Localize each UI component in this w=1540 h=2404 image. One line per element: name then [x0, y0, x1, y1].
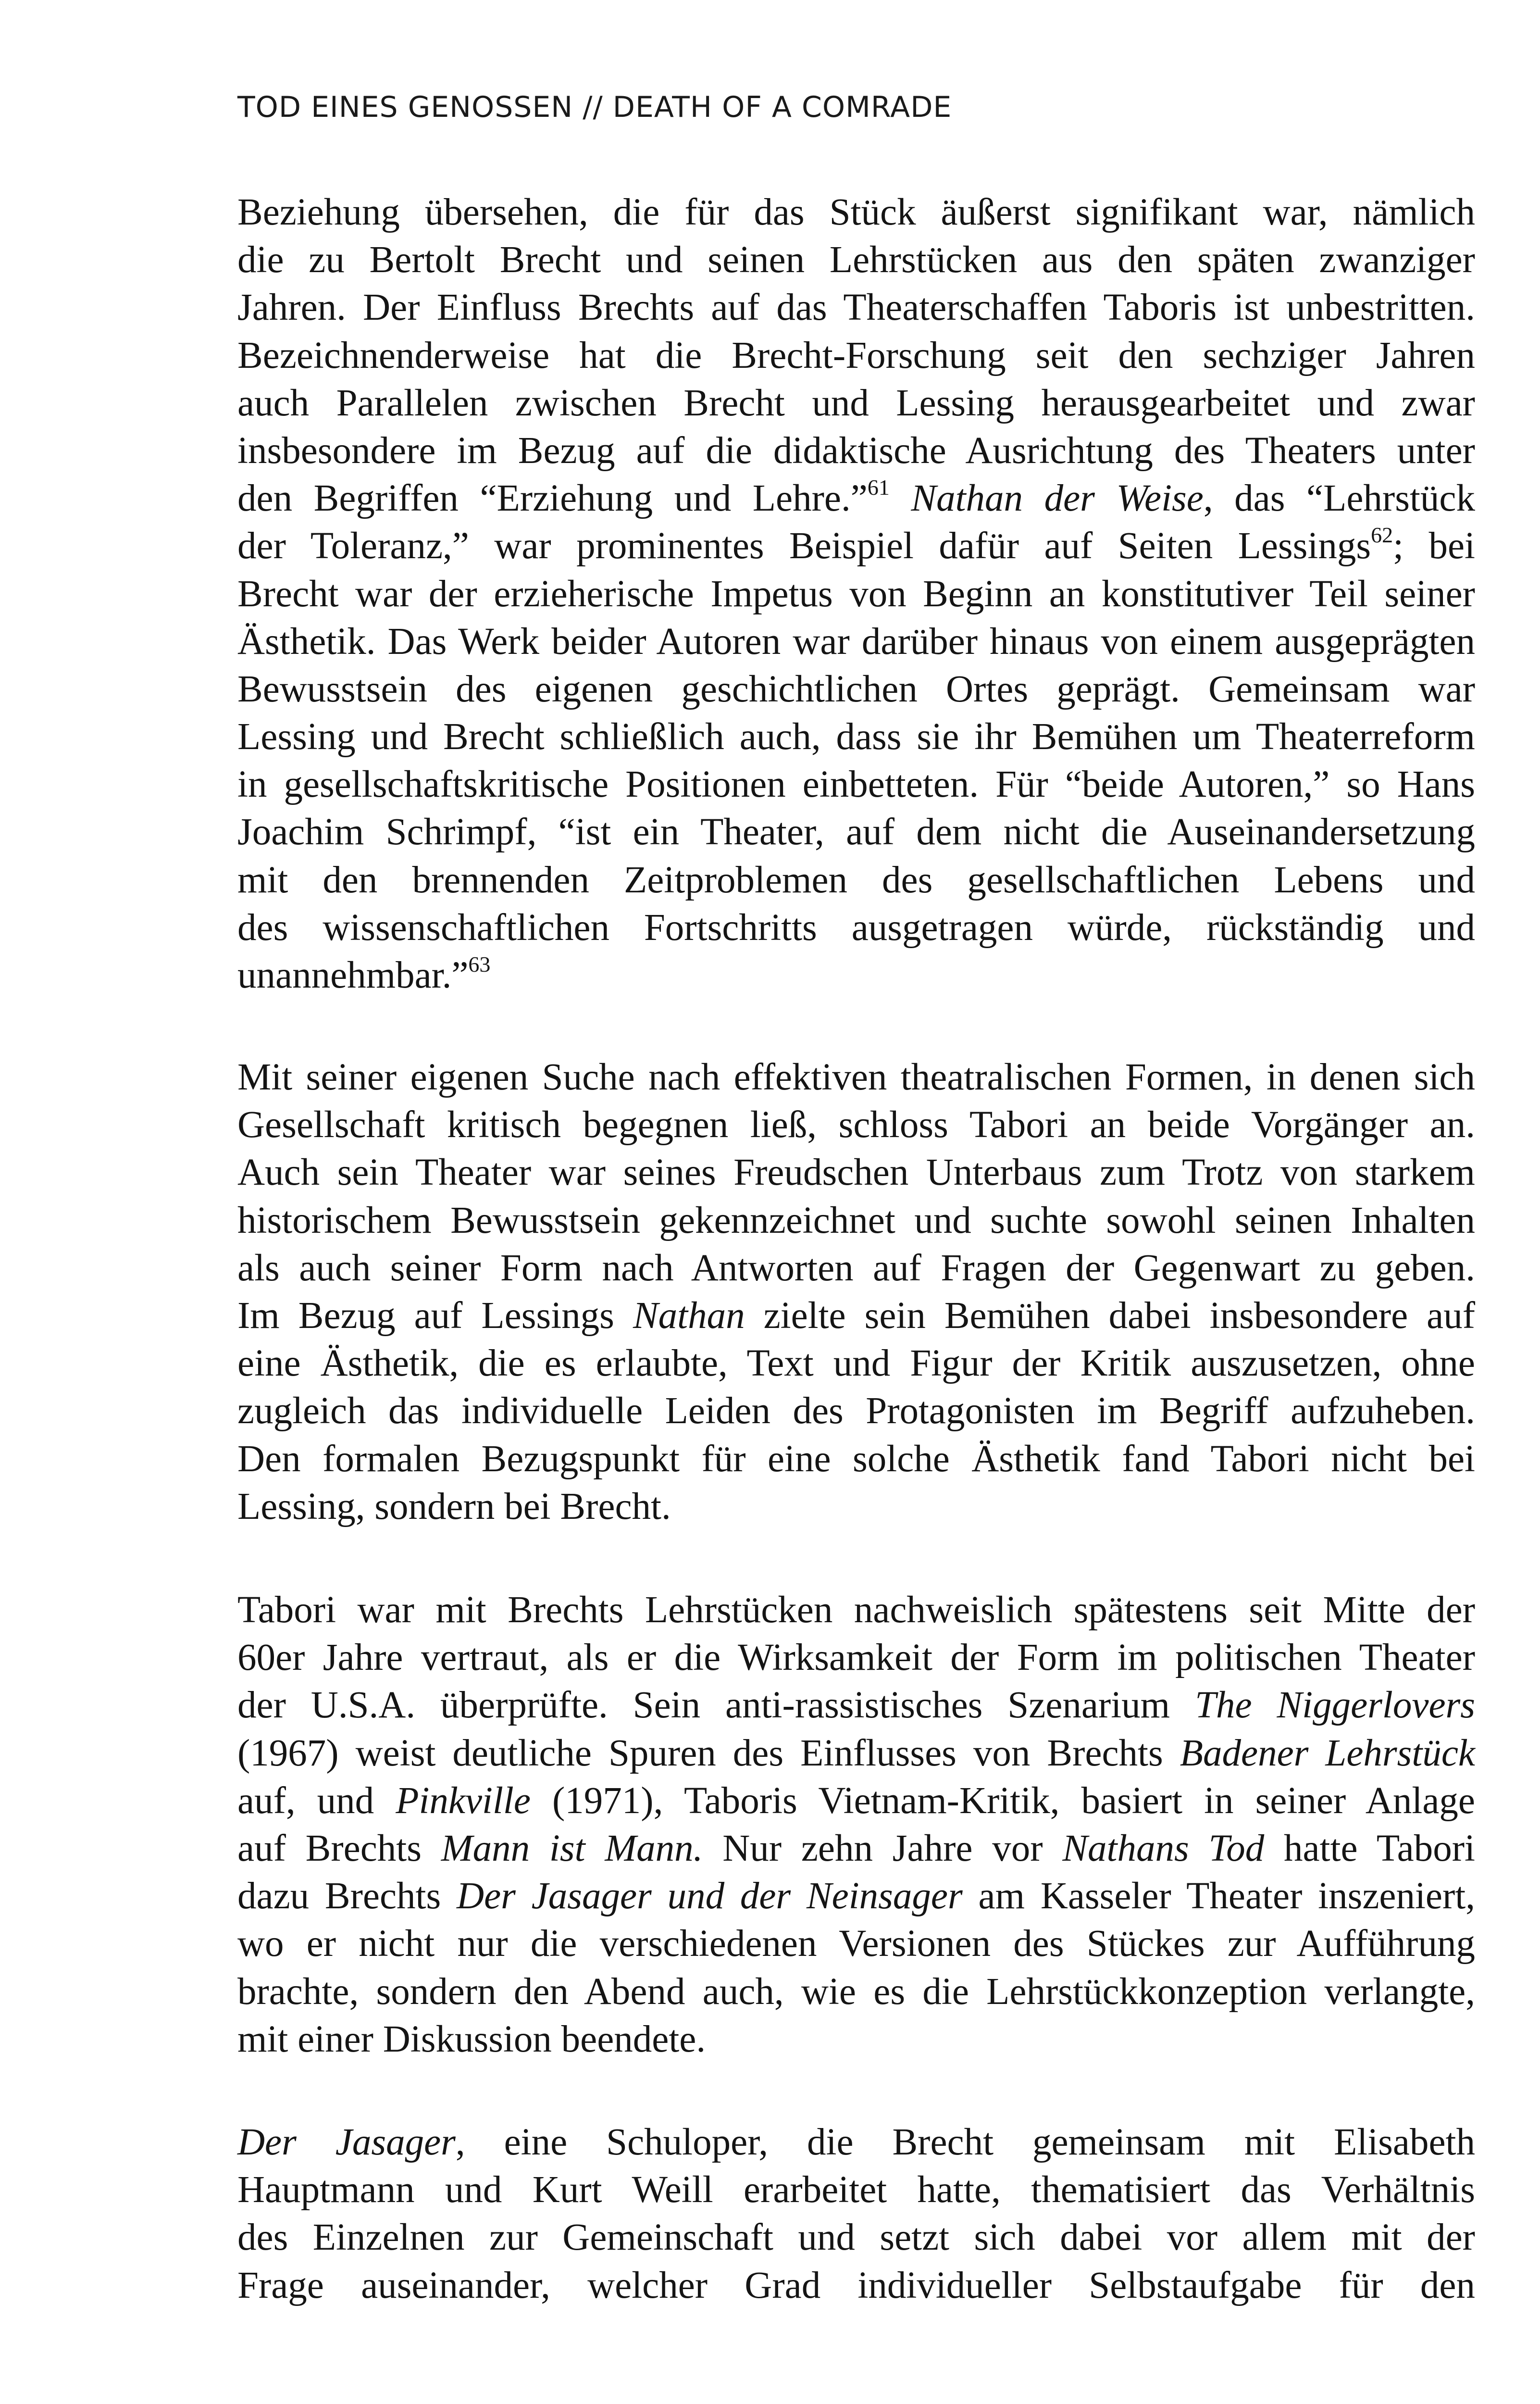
text-line: mit einer Diskussion beendete.	[237, 2018, 706, 2060]
text-line	[237, 952, 1475, 999]
running-head: TOD EINES GENOSSEN // DEATH OF A COMRADE	[237, 90, 952, 124]
text-line: Beziehung übersehen, die für das Stück äußerst signifikant war, nämlich	[237, 191, 1475, 233]
text-line	[237, 1825, 1475, 1872]
text-segment: dazu Brechts	[237, 1875, 457, 1917]
text-line: in gesellschaftskritische Positionen einbetteten. Für “beide Autoren,” so Hans	[237, 764, 1475, 806]
text-line: Hauptmann und Kurt Weill erarbeitet hatte, thematisiert das Verhältnis	[237, 2169, 1475, 2211]
title-nathan-der-weise: Nathan der Weise	[911, 477, 1204, 520]
paragraph-1	[237, 188, 1475, 999]
text-line: insbesondere im Bezug auf die didaktische Ausrichtung des Theaters unter	[237, 429, 1475, 472]
text-segment: der Toleranz,” war prominentes Beispiel dafür auf Seiten Lessings	[237, 525, 1371, 567]
text-line: Bewusstsein des eigenen geschichtlichen Ortes geprägt. Gemeinsam war	[237, 668, 1475, 710]
text-line: mit den brennenden Zeitproblemen des gesellschaftlichen Lebens und	[237, 859, 1475, 901]
text-line: Auch sein Theater war seines Freudschen Unterbaus zum Trotz von starkem	[237, 1152, 1475, 1194]
text-line: des wissenschaftlichen Fortschritts ausgetragen würde, rückständig und	[237, 906, 1475, 949]
text-line: brachte, sondern den Abend auch, wie es die Lehrstückkonzeption verlangte,	[237, 1970, 1475, 2013]
text-line: Lessing und Brecht schließlich auch, dass sie ihr Bemühen um Theaterreform	[237, 716, 1475, 758]
text-line	[237, 1681, 1475, 1729]
title-pinkville: Pinkville	[396, 1779, 531, 1822]
text-line: Mit seiner eigenen Suche nach effektiven theatralischen Formen, in denen sich	[237, 1056, 1475, 1098]
text-line	[237, 522, 1475, 570]
text-line: die zu Bertolt Brecht und seinen Lehrstücken aus den späten zwanziger	[237, 239, 1475, 281]
text-line: Ästhetik. Das Werk beider Autoren war darüber hinaus von einem ausgeprägten	[237, 620, 1475, 663]
text-line: auch Parallelen zwischen Brecht und Lessing herausgearbeitet und zwar	[237, 382, 1475, 424]
text-line: als auch seiner Form nach Antworten auf Fragen der Gegenwart zu geben.	[237, 1247, 1475, 1289]
text-line: Brecht war der erzieherische Impetus von Beginn an konstitutiver Teil seiner	[237, 573, 1475, 615]
text-line: Tabori war mit Brechts Lehrstücken nachweislich spätestens seit Mitte der	[237, 1589, 1475, 1631]
text-line: wo er nicht nur die verschiedenen Versionen des Stückes zur Aufführung	[237, 1923, 1475, 1965]
text-segment: auf, und	[237, 1779, 396, 1822]
text-segment	[890, 477, 911, 519]
text-line	[237, 475, 1475, 522]
text-segment: auf Brechts	[237, 1827, 441, 1869]
text-line	[237, 1872, 1475, 1920]
text-line: des Einzelnen zur Gemeinschaft und setzt sich dabei vor allem mit der	[237, 2216, 1475, 2259]
text-segment: zielte sein Bemühen dabei insbesondere auf	[745, 1294, 1476, 1337]
title-badener-lehrstueck: Badener Lehrstück	[1180, 1732, 1475, 1774]
text-segment: ; bei	[1393, 525, 1475, 567]
text-segment: Im Bezug auf Lessings	[237, 1294, 633, 1337]
text-line	[237, 1292, 1475, 1340]
text-segment: , eine Schuloper, die Brecht gemeinsam mit Elisabeth	[455, 2121, 1475, 2163]
text-line: Lessing, sondern bei Brecht.	[237, 1485, 671, 1528]
text-line	[237, 1777, 1475, 1825]
title-der-jasager: Der Jasager	[237, 2121, 456, 2163]
text-segment: (1971), Taboris Vietnam-Kritik, basiert in seiner Anlage	[530, 1779, 1476, 1822]
title-nathans-tod: Nathans Tod	[1062, 1827, 1265, 1869]
text-line: Bezeichnenderweise hat die Brecht-Forschung seit den sechziger Jahren	[237, 334, 1475, 376]
title-der-jasager-und-der-neinsager: Der Jasager und der Neinsager	[457, 1875, 963, 1917]
text-line: eine Ästhetik, die es erlaubte, Text und Figur der Kritik auszusetzen, ohne	[237, 1342, 1475, 1385]
footnote-ref-61: 61	[867, 475, 890, 500]
paragraph-4	[237, 2118, 1475, 2309]
paragraph-2	[237, 1053, 1475, 1530]
text-line: Den formalen Bezugspunkt für eine solche Ästhetik fand Tabori nicht bei	[237, 1438, 1475, 1480]
text-segment: hatte Tabori	[1264, 1827, 1475, 1869]
text-line: zugleich das individuelle Leiden des Protagonisten im Begriff aufzuheben.	[237, 1390, 1475, 1432]
text-line	[237, 1729, 1475, 1777]
text-segment: Nur zehn Jahre vor	[703, 1827, 1063, 1869]
text-segment: am Kasseler Theater inszeniert,	[962, 1875, 1476, 1917]
footnote-ref-62: 62	[1371, 522, 1393, 547]
text-segment: , das “Lehrstück	[1203, 477, 1476, 520]
text-line: 60er Jahre vertraut, als er die Wirksamkeit der Form im politischen Theater	[237, 1637, 1475, 1679]
title-nathan: Nathan	[633, 1294, 745, 1337]
text-segment: der U.S.A. überprüfte. Sein anti-rassistisches Szenarium	[237, 1684, 1195, 1727]
title-the-niggerlovers: The Niggerlovers	[1195, 1684, 1475, 1727]
text-segment: den Begriffen “Erziehung und Lehre.”	[237, 477, 868, 520]
text-line: Gesellschaft kritisch begegnen ließ, schloss Tabori an beide Vorgänger an.	[237, 1104, 1475, 1146]
text-segment: (1967) weist deutliche Spuren des Einflusses von Brechts	[237, 1732, 1180, 1774]
text-segment: unannehmbar.”	[237, 954, 469, 996]
text-line: Frage auseinander, welcher Grad individueller Selbstaufgabe für den	[237, 2264, 1475, 2306]
title-mann-ist-mann: Mann ist Mann.	[441, 1827, 703, 1869]
footnote-ref-63: 63	[468, 952, 491, 977]
paragraph-3	[237, 1586, 1475, 2063]
text-line	[237, 2118, 1475, 2166]
text-line: historischem Bewusstsein gekennzeichnet und suchte sowohl seinen Inhalten	[237, 1199, 1475, 1241]
text-line: Jahren. Der Einfluss Brechts auf das Theaterschaffen Taboris ist unbestritten.	[237, 287, 1475, 329]
text-line: Joachim Schrimpf, “ist ein Theater, auf dem nicht die Auseinandersetzung	[237, 811, 1475, 853]
